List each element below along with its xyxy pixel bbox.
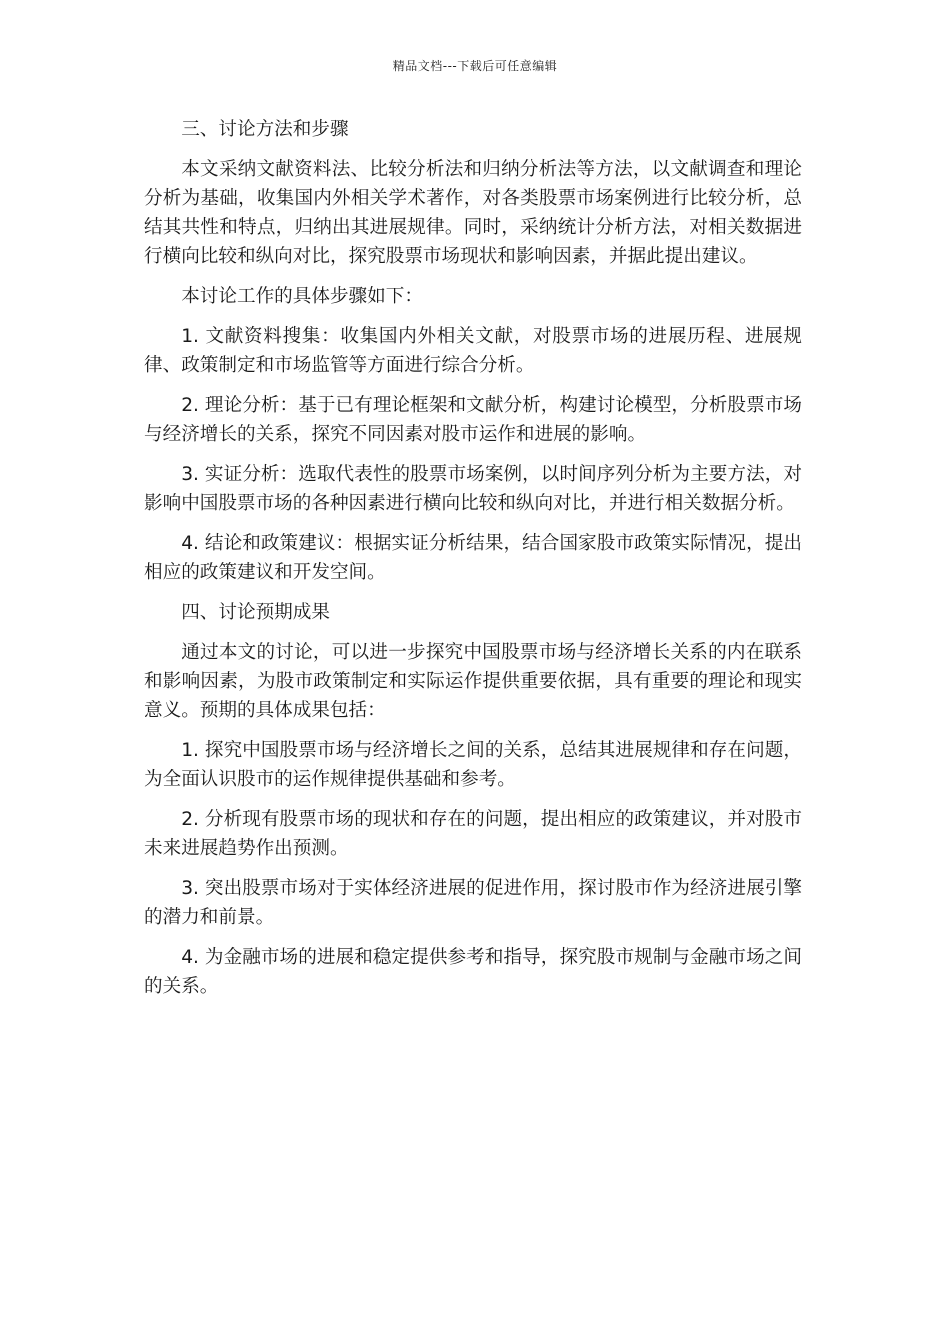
list-item-step-2: 2. 理论分析：基于已有理论框架和文献分析，构建讨论模型，分析股票市场与经济增长的关系，探究不同因素对股市运作和进展的影响。: [144, 395, 802, 445]
list-item-outcome-3: 3. 突出股票市场对于实体经济进展的促进作用，探讨股市作为经济进展引擎的潜力和前景。: [144, 878, 802, 928]
list-item-outcome-4: 4. 为金融市场的进展和稳定提供参考和指导，探究股市规制与金融市场之间的关系。: [144, 947, 802, 997]
paragraph-methods-intro: 本文采纳文献资料法、比较分析法和归纳分析法等方法，以文献调查和理论分析为基础，收集国内外相关学术著作，对各类股票市场案例进行比较分析，总结其共性和特点，归纳出其进展规律。同时，采纳统计分析方法，对相关数据进行横向比较和纵向对比，探究股票市场现状和影响因素，并据此提出建议。: [144, 159, 802, 267]
section-heading-methods: 三、讨论方法和步骤: [181, 119, 349, 140]
list-item-step-3: 3. 实证分析：选取代表性的股票市场案例，以时间序列分析为主要方法，对影响中国股票市场的各种因素进行横向比较和纵向对比，并进行相关数据分析。: [144, 464, 802, 514]
list-item-outcome-2: 2. 分析现有股票市场的现状和存在的问题，提出相应的政策建议，并对股市未来进展趋势作出预测。: [144, 809, 802, 859]
list-item-step-4: 4. 结论和政策建议：根据实证分析结果，结合国家股市政策实际情况，提出相应的政策建议和开发空间。: [144, 533, 802, 583]
paragraph-outcomes-intro: 通过本文的讨论，可以进一步探究中国股票市场与经济增长关系的内在联系和影响因素，为股市政策制定和实际运作提供重要依据，具有重要的理论和现实意义。预期的具体成果包括：: [144, 642, 802, 721]
page-header: 精品文档---下载后可任意编辑: [392, 59, 558, 73]
document-body: [144, 115, 802, 1012]
list-item-step-1: 1. 文献资料搜集：收集国内外相关文献，对股票市场的进展历程、进展规律、政策制定和市场监管等方面进行综合分析。: [144, 326, 802, 376]
paragraph-steps-intro: 本讨论工作的具体步骤如下：: [181, 286, 423, 307]
section-heading-outcomes: 四、讨论预期成果: [181, 602, 330, 623]
list-item-outcome-1: 1. 探究中国股票市场与经济增长之间的关系，总结其进展规律和存在问题，为全面认识股市的运作规律提供基础和参考。: [144, 740, 802, 790]
